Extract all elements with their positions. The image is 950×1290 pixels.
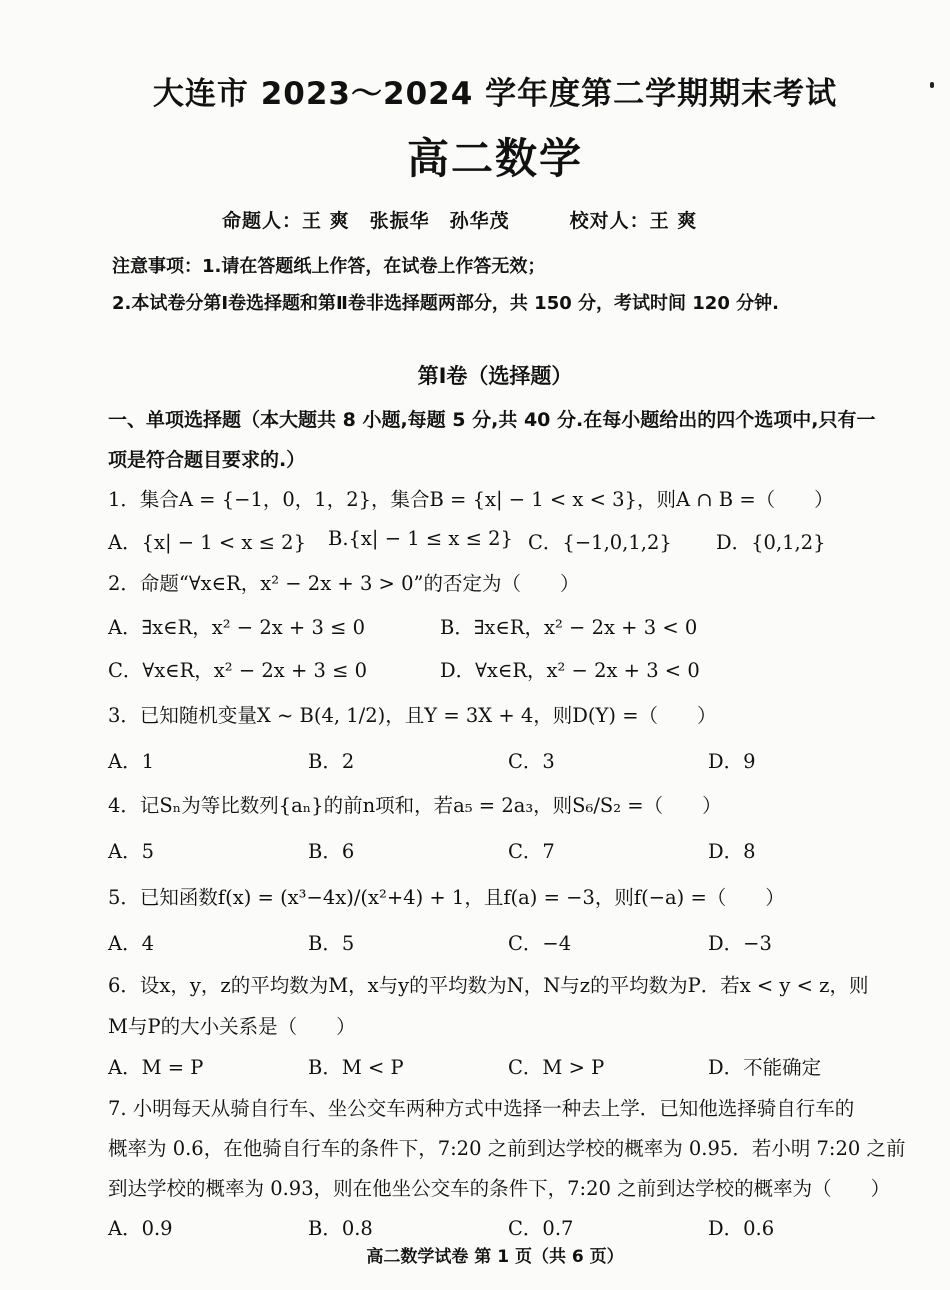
notice-2: 2.本试卷分第Ⅰ卷选择题和第Ⅱ卷非选择题两部分，共 150 分，考试时间 120 分钟. — [112, 293, 779, 314]
question-3-option-c: C．3 — [508, 750, 555, 773]
question-7-option-d: D．0.6 — [708, 1217, 775, 1240]
question-6-option-a: A．M = P — [108, 1056, 204, 1079]
question-6-option-d: D．不能确定 — [708, 1056, 822, 1079]
question-5-option-b: B．5 — [308, 932, 355, 955]
notice-1: 注意事项：1.请在答题纸上作答，在试卷上作答无效； — [112, 256, 546, 277]
question-3-option-a: A．1 — [108, 750, 154, 773]
page-footer: 高二数学试卷 第 1 页（共 6 页） — [366, 1247, 624, 1267]
question-1-option-a: A．{x| − 1 < x ≤ 2} — [108, 531, 306, 554]
question-7-option-c: C．0.7 — [508, 1217, 574, 1240]
question-7-stem-line-2: 概率为 0.6，在他骑自行车的条件下，7:20 之前到达学校的概率为 0.95．若小明 7:20 之前 — [108, 1137, 906, 1160]
question-2-option-c: C．∀x∈R，x² − 2x + 3 ≤ 0 — [108, 659, 368, 682]
subject-title: 高二数学 — [406, 134, 583, 183]
question-1-option-b: B.{x| − 1 ≤ x ≤ 2} — [328, 527, 513, 550]
section-intro-line-1: 一、单项选择题（本大题共 8 小题,每题 5 分,共 40 分.在每小题给出的四个选项中,只有一 — [108, 409, 876, 431]
question-6-stem-line-1: 6．设x，y，z的平均数为M，x与y的平均数为N，N与z的平均数为P．若x < y < z，则 — [108, 974, 869, 997]
scan-speck — [930, 82, 934, 88]
question-2-option-d: D．∀x∈R，x² − 2x + 3 < 0 — [440, 659, 700, 682]
question-7-option-b: B．0.8 — [308, 1217, 373, 1240]
question-4-option-b: B．6 — [308, 840, 355, 863]
question-2-stem: 2．命题“∀x∈R，x² − 2x + 3 > 0”的否定为（ ） — [108, 572, 580, 595]
question-3-option-d: D．9 — [708, 750, 756, 773]
question-4-option-d: D．8 — [708, 840, 756, 863]
question-6-option-c: C．M > P — [508, 1056, 605, 1079]
question-4-option-a: A．5 — [108, 840, 154, 863]
question-5-option-a: A．4 — [108, 932, 154, 955]
authors-line: 命题人：王 爽 张振华 孙华茂 校对人：王 爽 — [222, 210, 698, 232]
question-5-stem: 5．已知函数f(x) = (x³−4x)/(x²+4) + 1，且f(a) = −3，则f(−a) =（ ） — [108, 886, 785, 909]
question-3-option-b: B．2 — [308, 750, 355, 773]
question-7-stem-line-1: 7. 小明每天从骑自行车、坐公交车两种方式中选择一种去上学．已知他选择骑自行车的 — [108, 1097, 855, 1120]
question-5-option-d: D．−3 — [708, 932, 772, 955]
question-4-stem: 4．记Sₙ为等比数列{aₙ}的前n项和，若a₅ = 2a₃，则S₆/S₂ =（ ） — [108, 794, 722, 817]
question-1-stem: 1．集合A = {−1，0，1，2}，集合B = {x| − 1 < x < 3}，则A ∩ B =（ ） — [108, 488, 834, 511]
question-3-stem: 3．已知随机变量X ~ B(4, 1/2)，且Y = 3X + 4，则D(Y) =（ ） — [108, 704, 717, 727]
question-7-stem-line-3: 到达学校的概率为 0.93，则在他坐公交车的条件下，7:20 之前到达学校的概率为（ ） — [108, 1177, 891, 1200]
question-5-option-c: C．−4 — [508, 932, 572, 955]
section-title: 第Ⅰ卷（选择题） — [417, 364, 573, 388]
question-1-option-d: D．{0,1,2} — [716, 531, 826, 554]
section-intro-line-2: 项是符合题目要求的.） — [108, 449, 306, 471]
question-2-option-b: B．∃x∈R，x² − 2x + 3 < 0 — [440, 616, 698, 639]
question-6-option-b: B．M < P — [308, 1056, 404, 1079]
question-6-stem-line-2: M与P的大小关系是（ ） — [108, 1015, 356, 1038]
question-1-option-c: C．{−1,0,1,2} — [528, 531, 672, 554]
question-2-option-a: A．∃x∈R，x² − 2x + 3 ≤ 0 — [108, 616, 366, 639]
question-4-option-c: C．7 — [508, 840, 555, 863]
exam-title: 大连市 2023～2024 学年度第二学期期末考试 — [152, 76, 838, 112]
question-7-option-a: A．0.9 — [108, 1217, 173, 1240]
